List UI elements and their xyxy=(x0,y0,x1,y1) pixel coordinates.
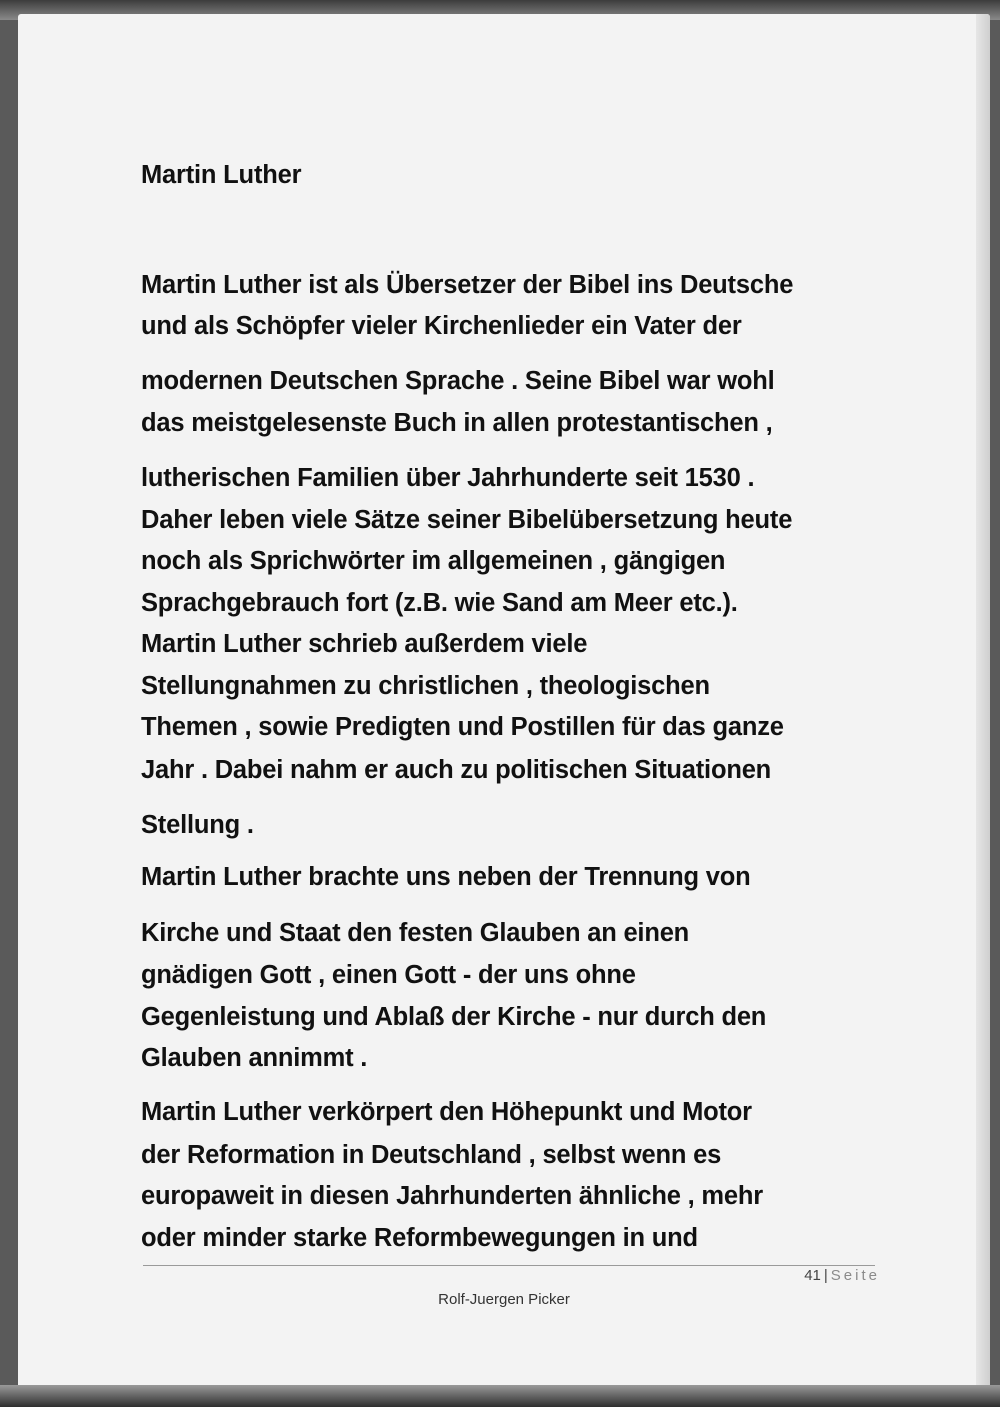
text-line-8: Sprachgebrauch fort (z.B. wie Sand am Meer etc.). xyxy=(141,589,738,617)
text-line-3: modernen Deutschen Sprache . Seine Bibel war wohl xyxy=(141,367,775,395)
page-number-separator: | xyxy=(823,1267,828,1284)
text-line-12: Jahr . Dabei nahm er auch zu politischen Situationen xyxy=(141,756,772,784)
footer-author: Rolf-Juergen Picker xyxy=(438,1291,570,1308)
book-page xyxy=(18,14,990,1392)
text-line-9: Martin Luther schrieb außerdem viele xyxy=(141,630,588,658)
text-line-2: und als Schöpfer vieler Kirchenlieder ein Vater der xyxy=(141,312,742,340)
text-line-5: lutherischen Familien über Jahrhunderte seit 1530 . xyxy=(141,464,755,492)
text-line-19: Martin Luther verkörpert den Höhepunkt und Motor xyxy=(141,1098,752,1126)
scan-border-bottom xyxy=(0,1385,1000,1407)
chapter-heading: Martin Luther xyxy=(141,161,302,189)
page-number-value: 41 xyxy=(804,1267,821,1284)
text-line-21: europaweit in diesen Jahrhunderten ähnliche , mehr xyxy=(141,1182,763,1210)
text-line-6: Daher leben viele Sätze seiner Bibelübersetzung heute xyxy=(141,506,793,534)
text-line-7: noch als Sprichwörter im allgemeinen , gängigen xyxy=(141,547,726,575)
text-line-17: Gegenleistung und Ablaß der Kirche - nur durch den xyxy=(141,1003,767,1031)
text-line-10: Stellungnahmen zu christlichen , theologischen xyxy=(141,672,710,700)
text-line-16: gnädigen Gott , einen Gott - der uns ohne xyxy=(141,961,636,989)
page-number-word: Seite xyxy=(830,1267,880,1284)
text-line-4: das meistgelesenste Buch in allen protestantischen , xyxy=(141,409,773,437)
page-edge-shadow xyxy=(976,14,990,1392)
page-number xyxy=(804,1267,880,1284)
text-line-14: Martin Luther brachte uns neben der Trennung von xyxy=(141,863,751,891)
footer-divider xyxy=(143,1265,875,1266)
text-line-22: oder minder starke Reformbewegungen in und xyxy=(141,1224,698,1252)
text-line-13: Stellung . xyxy=(141,811,254,839)
text-line-11: Themen , sowie Predigten und Postillen für das ganze xyxy=(141,713,784,741)
text-line-1: Martin Luther ist als Übersetzer der Bibel ins Deutsche xyxy=(141,271,794,299)
text-line-20: der Reformation in Deutschland , selbst wenn es xyxy=(141,1141,722,1169)
text-line-18: Glauben annimmt . xyxy=(141,1044,368,1072)
text-line-15: Kirche und Staat den festen Glauben an einen xyxy=(141,919,690,947)
